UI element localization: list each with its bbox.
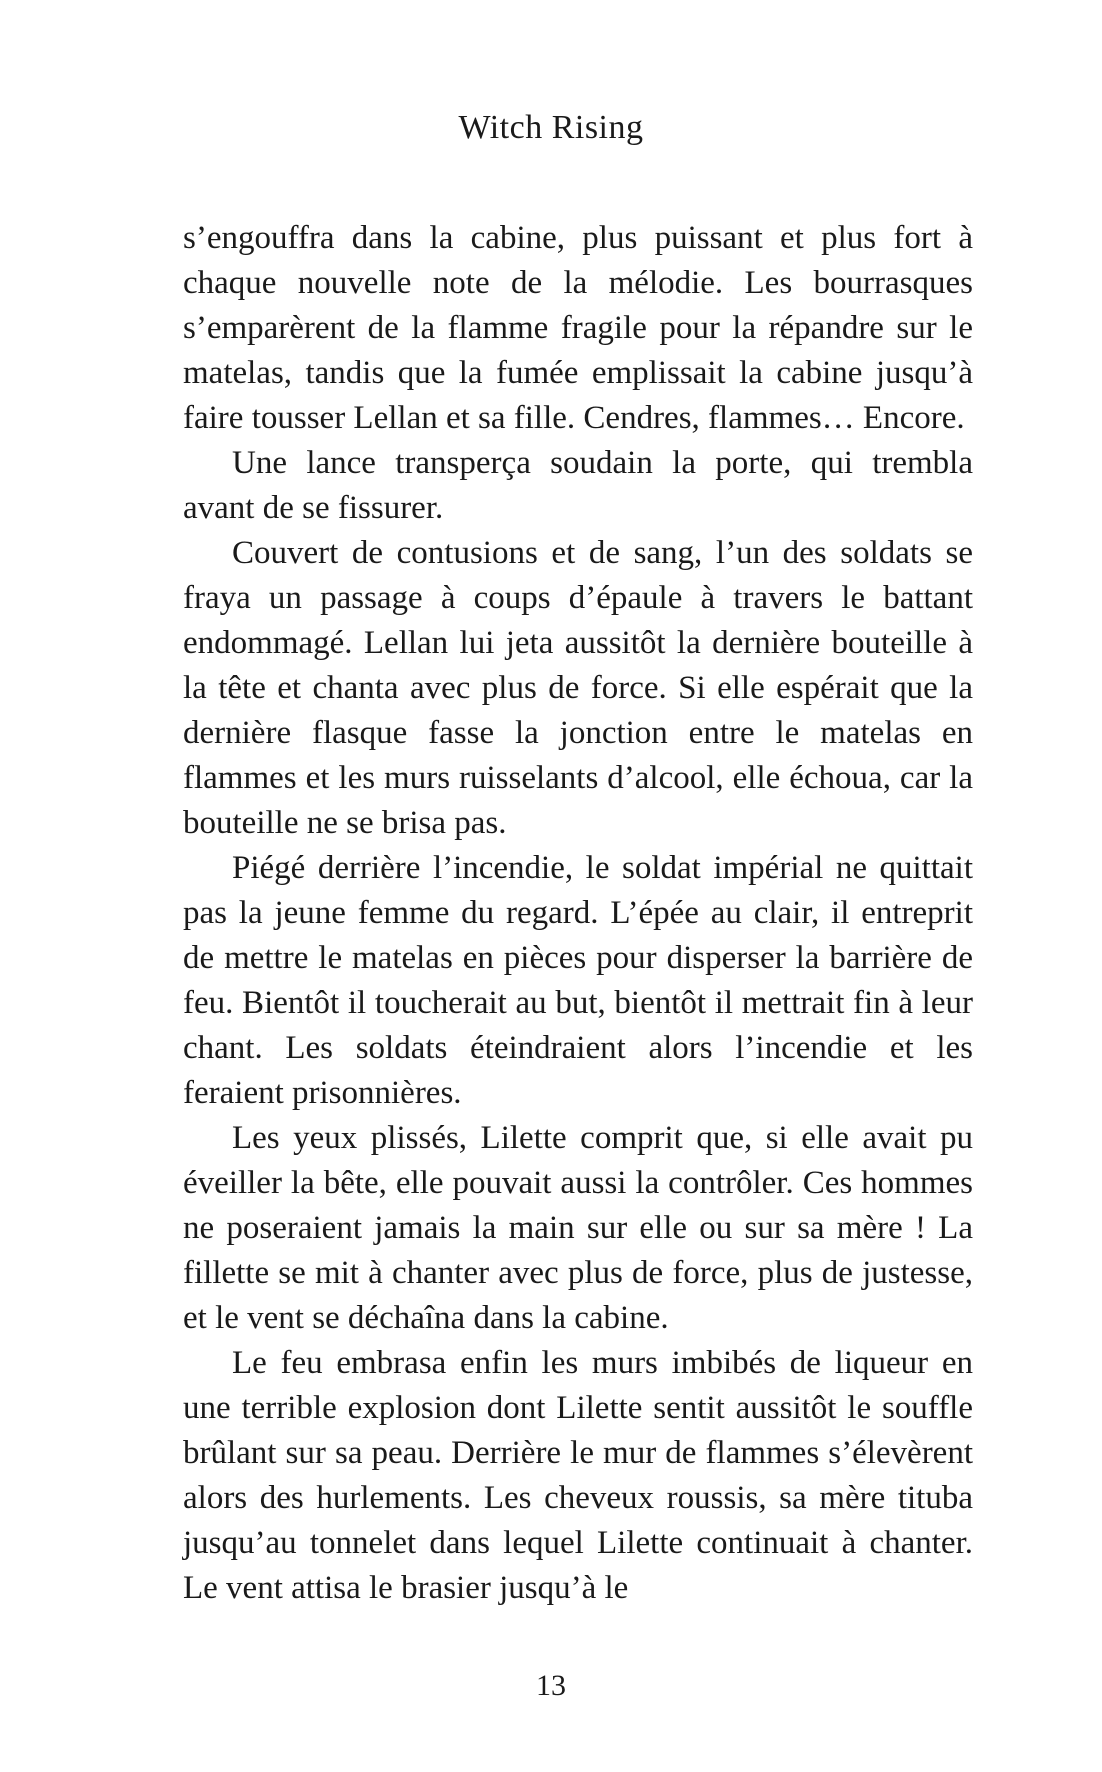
paragraph-1: s’engouffra dans la cabine, plus puissant et plus fort à chaque nouvelle note de la mélodie. Les bourrasques s’emparèrent de la flamme fragile pour la répandre sur le matelas, tandis que la fumée emplissait la cabine jusqu’à faire tousser Lellan et sa fille. Cendres, flammes… Encore. xyxy=(183,220,973,436)
body-text xyxy=(183,216,973,1611)
paragraph-2: Une lance transperça soudain la porte, qui trembla avant de se fissurer. xyxy=(183,445,973,526)
paragraph-5: Les yeux plissés, Lilette comprit que, si elle avait pu éveiller la bête, elle pouvait aussi la contrôler. Ces hommes ne poseraient jamais la main sur elle ou sur sa mère ! La fillette se mit à chanter avec plus de force, plus de justesse, et le vent se déchaîna dans la cabine. xyxy=(183,1120,973,1336)
paragraph-4: Piégé derrière l’incendie, le soldat impérial ne quittait pas la jeune femme du regard. L’épée au clair, il entreprit de mettre le matelas en pièces pour disperser la barrière de feu. Bientôt il toucherait au but, bientôt il mettrait fin à leur chant. Les soldats éteindraient alors l’incendie et les feraient prisonnières. xyxy=(183,850,973,1111)
page-number: 13 xyxy=(536,1669,566,1702)
running-head: Witch Rising xyxy=(458,109,644,146)
paragraph-3: Couvert de contusions et de sang, l’un des soldats se fraya un passage à coups d’épaule à travers le battant endommagé. Lellan lui jeta aussitôt la dernière bouteille à la tête et chanta avec plus de force. Si elle espérait que la dernière flasque fasse la jonction entre le matelas en flammes et les murs ruisselants d’alcool, elle échoua, car la bouteille ne se brisa pas. xyxy=(183,535,973,841)
paragraph-6: Le feu embrasa enfin les murs imbibés de liqueur en une terrible explosion dont Lilette sentit aussitôt le souffle brûlant sur sa peau. Derrière le mur de flammes s’élevèrent alors des hurlements. Les cheveux roussis, sa mère tituba jusqu’au tonnelet dans lequel Lilette continuait à chanter. Le vent attisa le brasier jusqu’à le xyxy=(183,1345,973,1606)
